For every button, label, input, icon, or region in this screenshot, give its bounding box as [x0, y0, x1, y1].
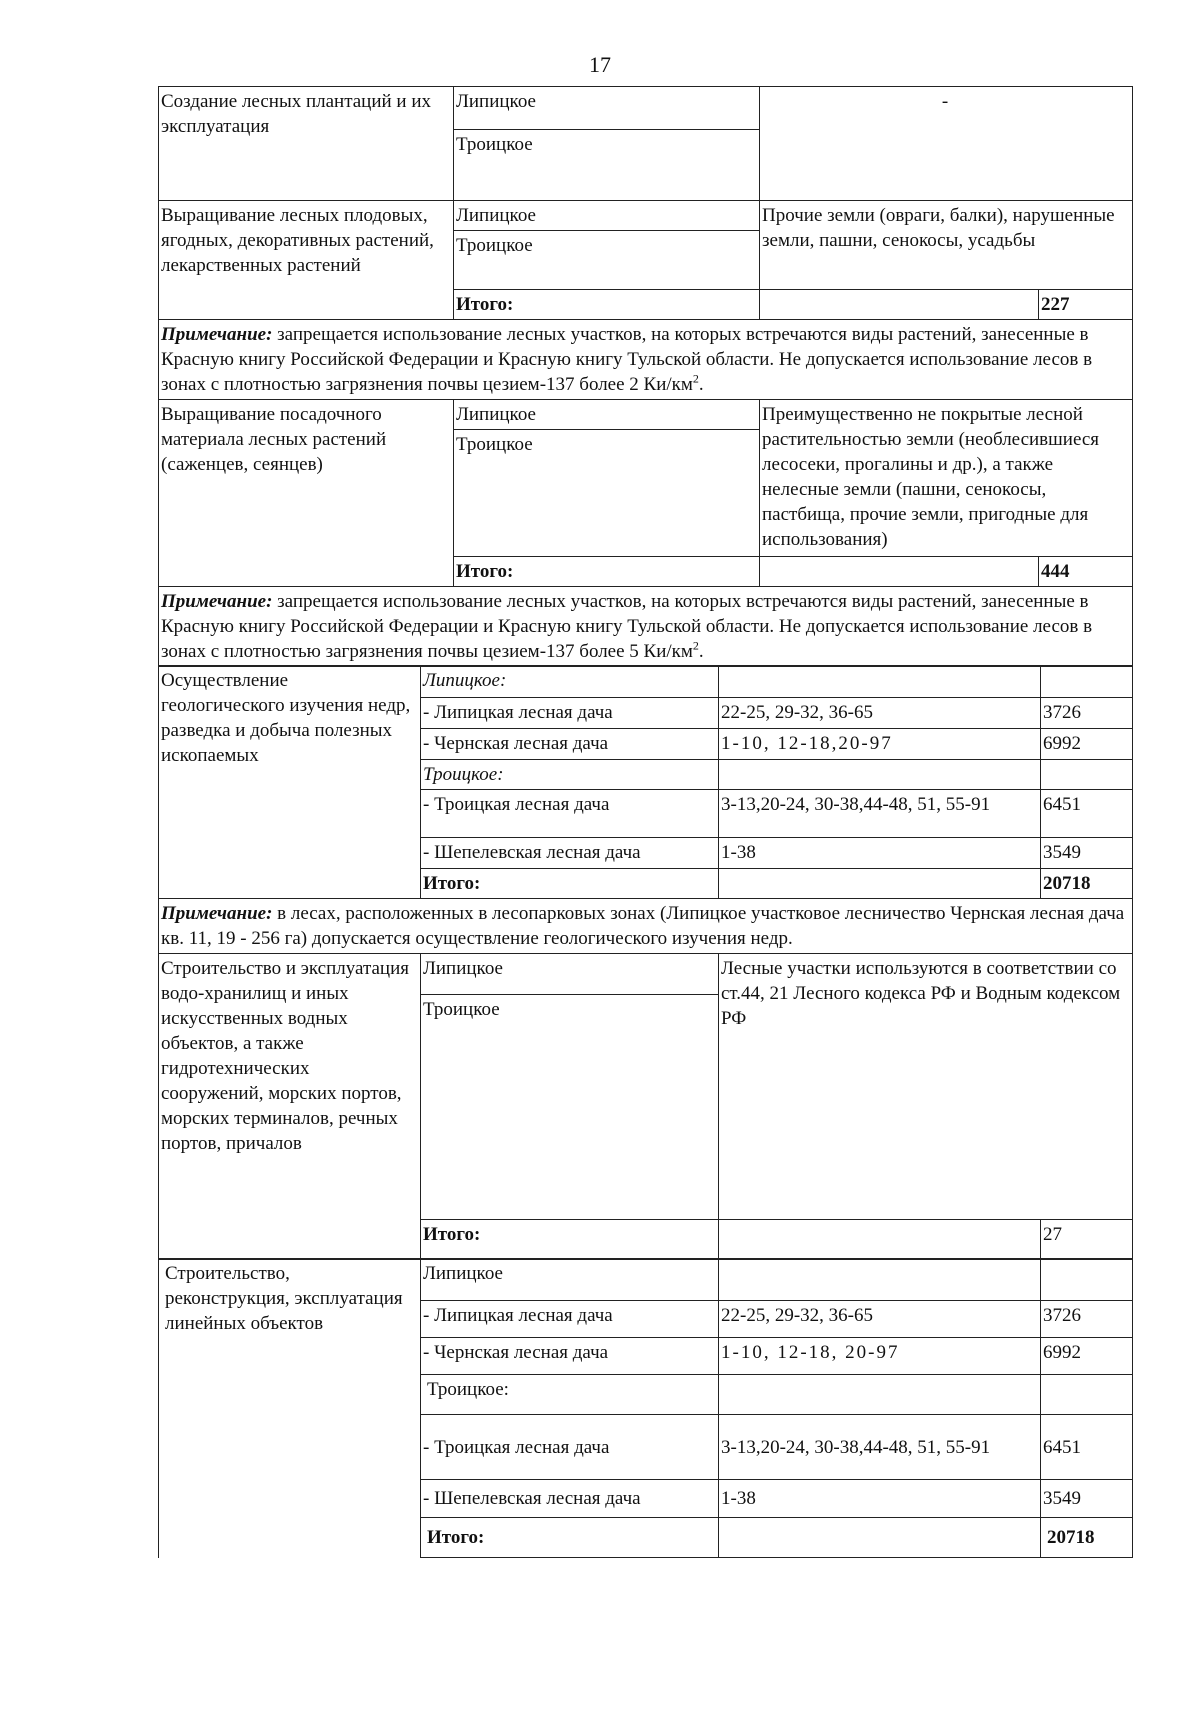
total-label: Итого:	[421, 1518, 719, 1558]
empty-cell	[1041, 1375, 1133, 1415]
total-label: Итого:	[454, 556, 760, 586]
dacha-cell: - Троицкая лесная дача	[421, 790, 719, 838]
empty-cell	[719, 1518, 1041, 1558]
note-text: в лесах, расположенных в лесопарковых зонах (Липицкое участковое лесничество Чернская лесная дача кв. 11, 19 - 256 га) допускается осуществление геологического изучения недр.	[161, 903, 1125, 949]
empty-cell	[719, 760, 1041, 790]
activity-cell: Строительство и эксплуатация водо-хранилищ и иных искусственных водных объектов, а также гидротехнических сооружений, морских портов, морских терминалов, речных портов, причалов	[159, 953, 421, 1259]
empty-cell	[1041, 666, 1133, 698]
empty-cell	[760, 556, 1039, 586]
forestry-cell: Липицкое	[454, 201, 760, 231]
dacha-cell: - Чернская лесная дача	[421, 1338, 719, 1375]
area-cell: 3726	[1041, 1301, 1133, 1338]
area-cell: 3726	[1041, 698, 1133, 729]
area-cell: 6451	[1041, 790, 1133, 838]
empty-cell	[719, 1219, 1041, 1259]
total-value: 20718	[1041, 1518, 1133, 1558]
forestry-group: Липицкое:	[421, 666, 719, 698]
quarters-cell: 22-25, 29-32, 36-65	[719, 1301, 1041, 1338]
quarters-cell: 1-38	[719, 838, 1041, 869]
table-section-5	[158, 1258, 1133, 1558]
lands-cell: Прочие земли (овраги, балки), нарушенные земли, пашни, сенокосы, усадьбы	[760, 201, 1133, 290]
quarters-cell: 3-13,20-24, 30-38,44-48, 51, 55-91	[719, 790, 1041, 838]
empty-cell	[719, 1259, 1041, 1301]
activity-cell: Осуществление геологического изучения недр, разведка и добыча полезных ископаемых	[159, 666, 421, 899]
document-body	[158, 86, 1132, 1558]
quarters-cell: 1-10, 12-18, 20-97	[719, 1338, 1041, 1375]
lands-cell: Лесные участки используются в соответствии со ст.44, 21 Лесного кодекса РФ и Водным кодексом РФ	[719, 953, 1133, 1219]
area-cell: 3549	[1041, 1480, 1133, 1518]
table-section-4	[158, 953, 1133, 1260]
page-number: 17	[589, 52, 611, 77]
total-label: Итого:	[421, 869, 719, 899]
note-cell	[159, 320, 1133, 400]
dacha-cell: - Липицкая лесная дача	[421, 1301, 719, 1338]
table-section-1	[158, 86, 1133, 400]
note-text: запрещается использование лесных участков, на которых встречаются виды растений, занесенные в Красную книгу Российской Федерации и Красную книгу Тульской области. Не допускается использование лесов в зонах с плотностью загрязнения почвы цезием-137 более 5 Ки/км	[161, 590, 1093, 662]
total-label: Итого:	[454, 290, 760, 320]
forestry-cell: Троицкое	[454, 130, 760, 201]
forestry-cell: Липицкое	[454, 399, 760, 429]
forestry-group: Троицкое:	[421, 1375, 719, 1415]
forestry-cell: Троицкое	[421, 994, 719, 1219]
forestry-group: Липицкое	[421, 1259, 719, 1301]
total-value: 227	[1039, 290, 1133, 320]
dacha-cell: - Шепелевская лесная дача	[421, 838, 719, 869]
quarters-cell: 22-25, 29-32, 36-65	[719, 698, 1041, 729]
note-label: Примечание:	[161, 903, 273, 924]
area-cell: 3549	[1041, 838, 1133, 869]
area-cell: 6451	[1041, 1415, 1133, 1480]
quarters-cell: 1-10, 12-18,20-97	[719, 729, 1041, 760]
dacha-cell: - Троицкая лесная дача	[421, 1415, 719, 1480]
empty-cell	[719, 666, 1041, 698]
total-value: 20718	[1041, 869, 1133, 899]
note-cell	[159, 586, 1133, 666]
note-label: Примечание:	[161, 324, 273, 345]
forestry-group: Троицкое:	[421, 760, 719, 790]
total-label: Итого:	[421, 1219, 719, 1259]
area-cell: 6992	[1041, 729, 1133, 760]
dacha-cell: - Чернская лесная дача	[421, 729, 719, 760]
note-sup: 2	[692, 638, 699, 653]
forestry-cell: Троицкое	[454, 231, 760, 290]
note-label: Примечание:	[161, 590, 273, 612]
activity-cell: Строительство, реконструкция, эксплуатация линейных объектов	[159, 1259, 421, 1558]
forestry-cell: Липицкое	[454, 87, 760, 130]
total-value: 27	[1041, 1219, 1133, 1259]
dacha-cell: - Шепелевская лесная дача	[421, 1480, 719, 1518]
empty-cell	[719, 1375, 1041, 1415]
lands-cell: Преимущественно не покрытые лесной растительностью земли (необлесившиеся лесосеки, прогалины и др.), а также нелесные земли (пашни, сенокосы, пастбища, прочие земли, пригодные для использования)	[760, 399, 1133, 556]
forestry-cell: Липицкое	[421, 953, 719, 994]
table-section-3	[158, 665, 1133, 954]
note-sup: 2	[692, 371, 699, 386]
note-end: .	[698, 640, 704, 662]
total-value: 444	[1039, 556, 1133, 586]
empty-cell	[719, 869, 1041, 899]
area-cell: 6992	[1041, 1338, 1133, 1375]
note-end: .	[698, 374, 704, 395]
table-section-2	[158, 399, 1133, 667]
note-text: запрещается использование лесных участков, на которых встречаются виды растений, занесенные в Красную книгу Российской Федерации и Красную книгу Тульской области. Не допускается использование лесов в зонах с плотностью загрязнения почвы цезием-137 более 2 Ки/км	[161, 324, 1093, 395]
activity-cell: Выращивание посадочного материала лесных растений (саженцев, сеянцев)	[159, 399, 454, 586]
empty-cell	[1041, 1259, 1133, 1301]
dacha-cell: - Липицкая лесная дача	[421, 698, 719, 729]
empty-cell	[1041, 760, 1133, 790]
quarters-cell: 3-13,20-24, 30-38,44-48, 51, 55-91	[719, 1415, 1041, 1480]
activity-cell: Выращивание лесных плодовых, ягодных, декоративных растений, лекарственных растений	[159, 201, 454, 320]
quarters-cell: 1-38	[719, 1480, 1041, 1518]
note-cell	[159, 899, 1133, 954]
forestry-cell: Троицкое	[454, 429, 760, 556]
dash-cell: -	[760, 87, 1133, 201]
empty-cell	[760, 290, 1039, 320]
activity-cell: Создание лесных плантаций и их эксплуатация	[159, 87, 454, 201]
